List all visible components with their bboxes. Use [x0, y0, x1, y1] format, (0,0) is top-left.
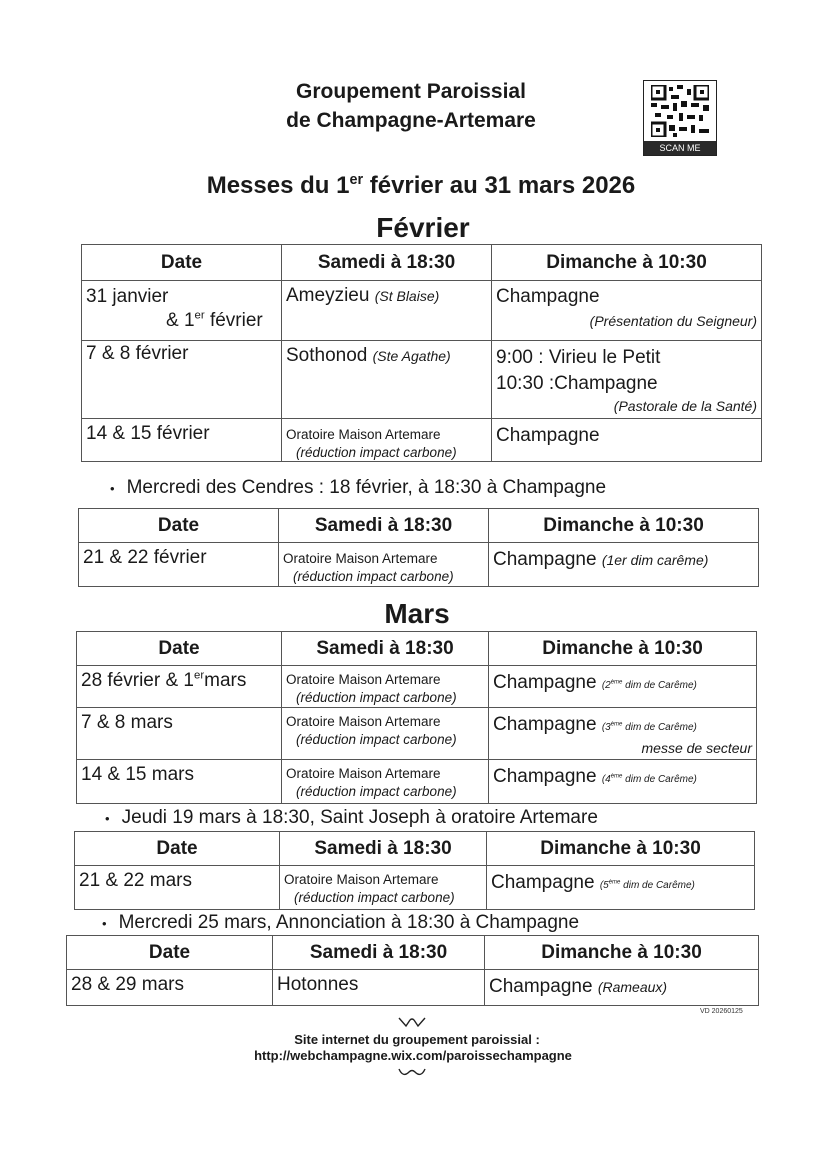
col-date: Date	[82, 245, 282, 281]
row-samedi: Oratoire Maison Artemare (réduction impact carbone)	[282, 760, 489, 804]
col-dimanche: Dimanche à 10:30	[489, 632, 757, 666]
col-date: Date	[79, 509, 279, 543]
row-dimanche: Champagne (Rameaux)	[485, 970, 759, 1006]
col-samedi: Samedi à 18:30	[282, 632, 489, 666]
col-dimanche: Dimanche à 10:30	[492, 245, 762, 281]
qr-code-icon	[651, 85, 709, 137]
glasses-icon	[397, 1066, 427, 1080]
row-samedi: Hotonnes	[273, 970, 485, 1006]
row-date: 14 & 15 février	[82, 419, 282, 462]
row-dimanche: Champagne (4ème dim de Carême)	[489, 760, 757, 804]
row-samedi: Oratoire Maison Artemare (réduction impact carbone)	[282, 666, 489, 708]
row-dimanche: Champagne	[492, 419, 762, 462]
col-dimanche: Dimanche à 10:30	[489, 509, 759, 543]
row-date: 31 janvier & 1er février	[82, 281, 282, 341]
table-row	[77, 760, 757, 804]
row-dimanche: Champagne (5ème dim de Carême)	[487, 866, 755, 910]
month-title-fevrier: Février	[376, 212, 470, 243]
row-dimanche: Champagne (2ème dim de Carême)	[489, 666, 757, 708]
col-samedi: Samedi à 18:30	[273, 936, 485, 970]
version-stamp: VD 20260125	[700, 1008, 743, 1015]
row-date: 28 & 29 mars	[67, 970, 273, 1006]
row-date: 21 & 22 mars	[75, 866, 280, 910]
row-dimanche: 9:00 : Virieu le Petit 10:30 :Champagne (Pastorale de la Santé)	[492, 341, 762, 419]
table-row	[77, 708, 757, 760]
row-dimanche: Champagne (1er dim carême)	[489, 543, 759, 587]
col-date: Date	[75, 832, 280, 866]
header-title-line1: Groupement Paroissial	[296, 80, 526, 103]
row-date: 28 février & 1ermars	[77, 666, 282, 708]
note-annonciation: • Mercredi 25 mars, Annonciation à 18:30 à Champagne	[102, 912, 580, 933]
row-date: 7 & 8 mars	[77, 708, 282, 760]
col-samedi: Samedi à 18:30	[282, 245, 492, 281]
col-samedi: Samedi à 18:30	[280, 832, 487, 866]
schedule-table-mars	[76, 631, 757, 804]
table-row	[82, 281, 762, 341]
col-date: Date	[77, 632, 282, 666]
row-date: 7 & 8 février	[82, 341, 282, 419]
row-samedi: Oratoire Maison Artemare (réduction impact carbone)	[282, 419, 492, 462]
schedule-table-fevrier	[81, 244, 762, 462]
note-saint-joseph: • Jeudi 19 mars à 18:30, Saint Joseph à oratoire Artemare	[105, 807, 598, 828]
header-title-line2: de Champagne-Artemare	[286, 109, 536, 132]
row-date: 14 & 15 mars	[77, 760, 282, 804]
col-dimanche: Dimanche à 10:30	[487, 832, 755, 866]
col-date: Date	[67, 936, 273, 970]
schedule-table-fevrier-2	[78, 508, 759, 587]
row-samedi: Oratoire Maison Artemare (réduction impact carbone)	[280, 866, 487, 910]
table-row	[82, 419, 762, 462]
footer-line1: Site internet du groupement paroissial :	[294, 1032, 540, 1047]
row-samedi: Oratoire Maison Artemare (réduction impact carbone)	[282, 708, 489, 760]
table-row	[77, 666, 757, 708]
table-row	[75, 866, 755, 910]
row-samedi: Oratoire Maison Artemare (réduction impact carbone)	[279, 543, 489, 587]
row-dimanche: Champagne (Présentation du Seigneur)	[492, 281, 762, 341]
note-cendres: • Mercredi des Cendres : 18 février, à 18:30 à Champagne	[110, 477, 607, 498]
row-samedi: Ameyzieu (St Blaise)	[282, 281, 492, 341]
col-samedi: Samedi à 18:30	[279, 509, 489, 543]
month-title-mars: Mars	[384, 598, 450, 629]
schedule-table-mars-3	[66, 935, 759, 1006]
glasses-icon	[397, 1016, 427, 1028]
row-samedi: Sothonod (Ste Agathe)	[282, 341, 492, 419]
table-row	[82, 341, 762, 419]
page-title: Messes du 1er février au 31 mars 2026	[206, 172, 636, 199]
footer-url[interactable]: http://webchampagne.wix.com/paroissechampagne	[254, 1048, 572, 1063]
schedule-table-mars-2	[74, 831, 755, 910]
col-dimanche: Dimanche à 10:30	[485, 936, 759, 970]
table-row	[79, 543, 759, 587]
qr-scan-label: SCAN ME	[644, 141, 716, 155]
qr-code	[643, 80, 717, 156]
row-date: 21 & 22 février	[79, 543, 279, 587]
row-dimanche: Champagne (3ème dim de Carême) messe de secteur	[489, 708, 757, 760]
table-row	[67, 970, 759, 1006]
